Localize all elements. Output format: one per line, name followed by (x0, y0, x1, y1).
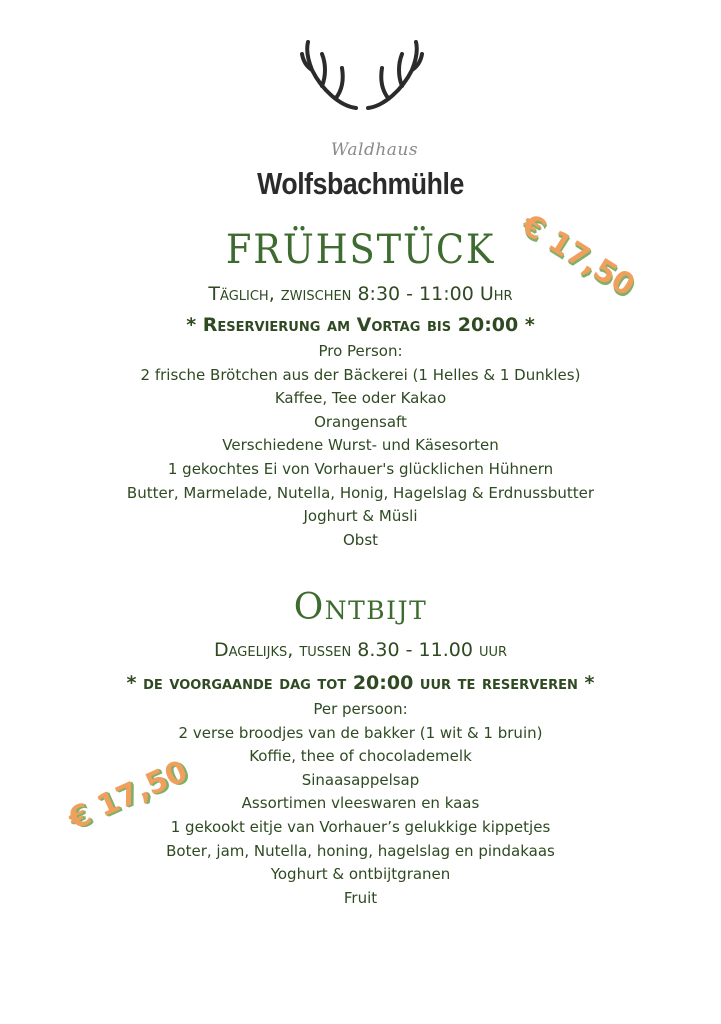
menu-item: Obst (342, 530, 379, 549)
reservation-note-nl: * de voorgaande dag tot 20:00 uur te reserveren * (126, 672, 595, 694)
section-title-ontbijt: Ontbijt (293, 587, 428, 628)
menu-item: Butter, Marmelade, Nutella, Honig, Hagelslag & Erdnussbutter (126, 483, 595, 502)
menu-item: 2 frische Brötchen aus der Bäckerei (1 Helles & 1 Dunkles) (140, 365, 581, 384)
reservation-note-de: * Reservierung am Vortag bis 20:00 * (186, 314, 535, 336)
menu-item: Joghurt & Müsli (303, 507, 418, 526)
brand-script-name: Waldhaus (330, 140, 419, 160)
brand-name: Wolfsbachmühle (257, 166, 464, 201)
section-title-fruehstueck: FRÜHSTÜCK (225, 227, 496, 273)
opening-hours-de: Täglich, zwischen 8:30 - 11:00 Uhr (208, 283, 513, 305)
menu-item: Fruit (343, 888, 378, 907)
menu-item: Sinaasappelsap (301, 770, 420, 789)
antlers-icon (300, 40, 424, 112)
menu-items-de (0, 340, 721, 552)
menu-item: Per persoon: (313, 700, 408, 718)
price-badge-breakfast-nl: € 17,50 (63, 753, 193, 838)
menu-item: Pro Person: (318, 342, 403, 360)
menu-item: 1 gekochtes Ei von Vorhauer's glücklichen Hühnern (167, 459, 554, 478)
menu-item: Verschiedene Wurst- und Käsesorten (222, 436, 499, 455)
menu-item: Assortimen vleeswaren en kaas (241, 794, 480, 813)
breakfast-dutch-section (0, 586, 721, 910)
breakfast-german-section (0, 228, 721, 552)
menu-item: Boter, jam, Nutella, honing, hagelslag en pindakaas (166, 841, 555, 860)
logo (0, 40, 721, 201)
menu-item: Kaffee, Tee oder Kakao (274, 389, 447, 408)
menu-item: 1 gekookt eitje van Vorhauer’s gelukkige kippetjes (170, 817, 551, 836)
menu-item: Yoghurt & ontbijtgranen (270, 865, 451, 884)
menu-item: Koffie, thee of chocolademelk (249, 747, 472, 766)
menu-item: 2 verse broodjes van de bakker (1 wit & 1 bruin) (178, 723, 543, 742)
opening-hours-nl: Dagelijks, tussen 8.30 - 11.00 uur (213, 639, 508, 661)
price-badge-breakfast-de: € 17,50 (515, 207, 641, 304)
menu-item: Orangensaft (314, 412, 407, 431)
